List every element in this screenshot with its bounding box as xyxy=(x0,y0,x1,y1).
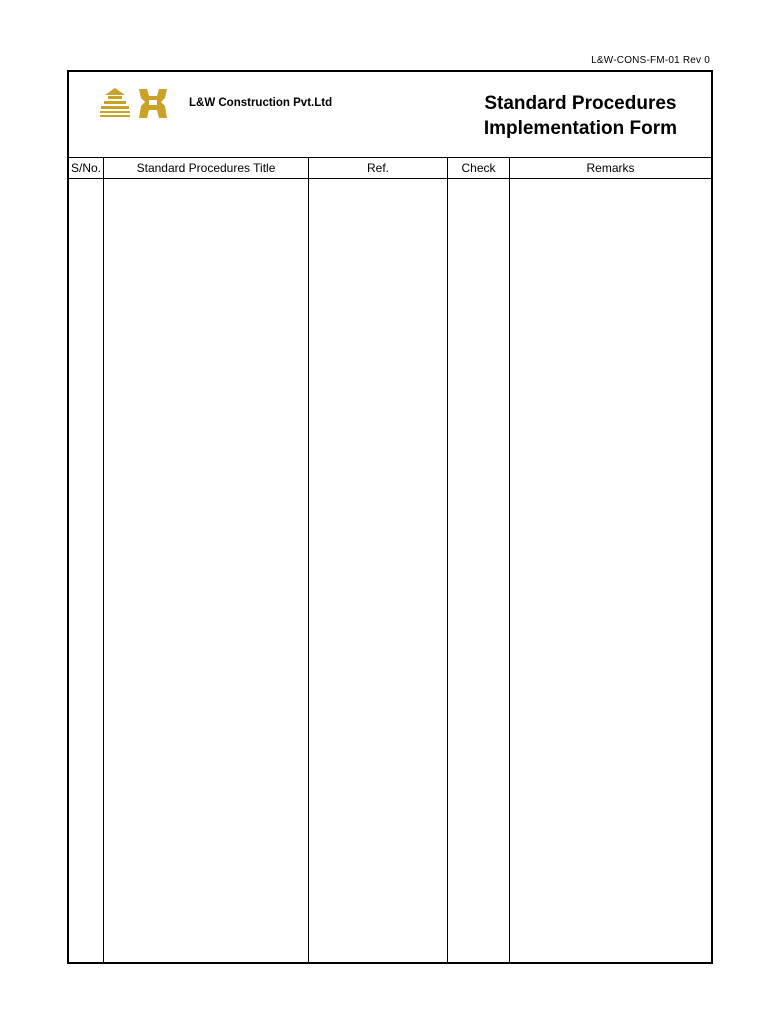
form-title xyxy=(484,91,677,141)
form-title-line-2: Implementation Form xyxy=(483,118,677,139)
form-header xyxy=(69,72,711,158)
form-title-line-1: Standard Procedures xyxy=(484,93,677,114)
form-frame xyxy=(67,70,713,964)
company-logo-icon xyxy=(99,86,171,122)
table-body[interactable] xyxy=(69,179,711,962)
document-code: L&W-CONS-FM-01 Rev 0 xyxy=(591,55,710,66)
table-header-row xyxy=(69,158,711,179)
column-header-sno: S/No. xyxy=(70,161,101,175)
company-name: L&W Construction Pvt.Ltd xyxy=(189,97,333,109)
column-header-title: Standard Procedures Title xyxy=(136,161,276,175)
column-header-ref: Ref. xyxy=(366,161,389,175)
column-header-check: Check xyxy=(461,161,496,175)
column-header-remarks: Remarks xyxy=(586,161,635,175)
